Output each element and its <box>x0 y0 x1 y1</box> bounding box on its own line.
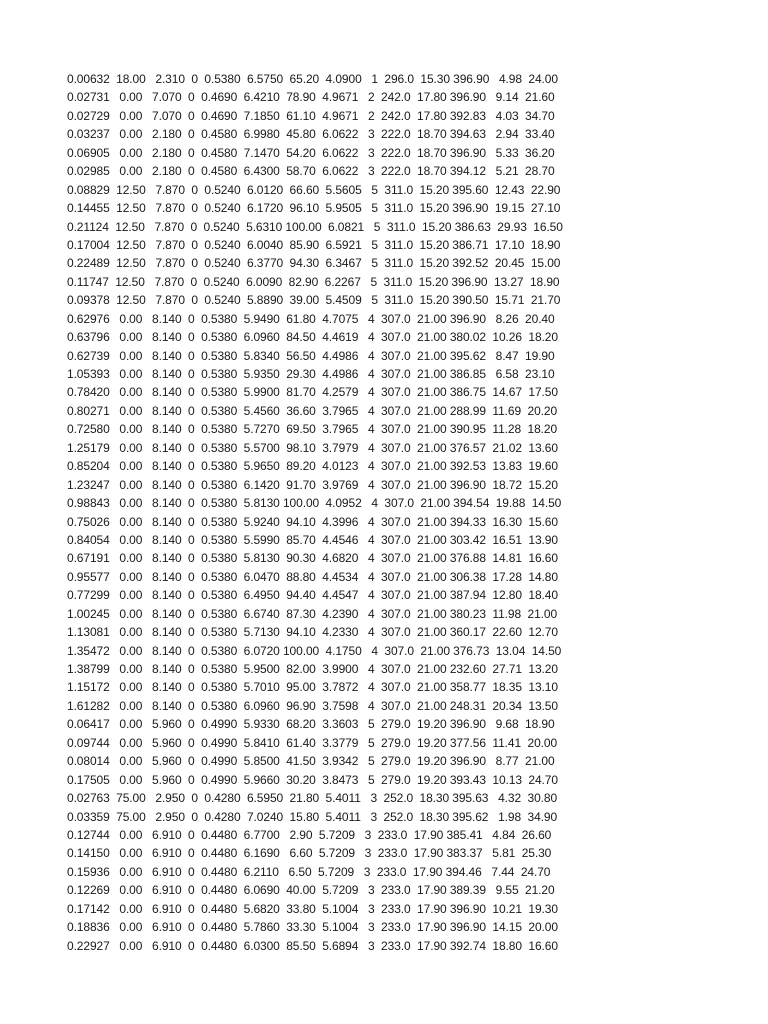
data-row: 1.25179 0.00 8.140 0 0.5380 5.5700 98.10 3.7979 4 307.0 21.00 376.57 21.02 13.60 <box>67 440 558 455</box>
data-row: 0.02985 0.00 2.180 0 0.4580 6.4300 58.70 6.0622 3 222.0 18.70 394.12 5.21 28.70 <box>67 164 555 179</box>
data-row: 0.02729 0.00 7.070 0 0.4690 7.1850 61.10 4.9671 2 242.0 17.80 392.83 4.03 34.70 <box>67 108 555 123</box>
data-row: 0.62739 0.00 8.140 0 0.5380 5.8340 56.50 4.4986 4 307.0 21.00 395.62 8.47 19.90 <box>67 348 555 363</box>
data-row: 0.03359 75.00 2.950 0 0.4280 7.0240 15.80 5.4011 3 252.0 18.30 395.62 1.98 34.90 <box>67 809 558 824</box>
data-row: 1.35472 0.00 8.140 0 0.5380 6.0720 100.00 4.1750 4 307.0 21.00 376.73 13.04 14.50 <box>67 643 562 658</box>
data-row: 0.17142 0.00 6.910 0 0.4480 5.6820 33.80 5.1004 3 233.0 17.90 396.90 10.21 19.30 <box>67 901 558 916</box>
data-row: 0.12744 0.00 6.910 0 0.4480 6.7700 2.90 5.7209 3 233.0 17.90 385.41 4.84 26.60 <box>67 827 552 842</box>
data-row: 0.08014 0.00 5.960 0 0.4990 5.8500 41.50 3.9342 5 279.0 19.20 396.90 8.77 21.00 <box>67 754 555 769</box>
data-row: 0.95577 0.00 8.140 0 0.5380 6.0470 88.80 4.4534 4 307.0 21.00 306.38 17.28 14.80 <box>67 569 558 584</box>
data-row: 0.17505 0.00 5.960 0 0.4990 5.9660 30.20 3.8473 5 279.0 19.20 393.43 10.13 24.70 <box>67 772 558 787</box>
data-row: 0.02731 0.00 7.070 0 0.4690 6.4210 78.90 4.9671 2 242.0 17.80 396.90 9.14 21.60 <box>67 90 555 105</box>
data-row: 0.00632 18.00 2.310 0 0.5380 6.5750 65.20 4.0900 1 296.0 15.30 396.90 4.98 24.00 <box>67 72 558 86</box>
data-row: 0.06417 0.00 5.960 0 0.4990 5.9330 68.20 3.3603 5 279.0 19.20 396.90 9.68 18.90 <box>67 717 555 732</box>
data-row: 0.77299 0.00 8.140 0 0.5380 6.4950 94.40 4.4547 4 307.0 21.00 387.94 12.80 18.40 <box>67 588 558 603</box>
data-row: 0.85204 0.00 8.140 0 0.5380 5.9650 89.20 4.0123 4 307.0 21.00 392.53 13.83 19.60 <box>67 459 558 474</box>
data-row: 0.17004 12.50 7.870 0 0.5240 6.0040 85.90 6.5921 5 311.0 15.20 386.71 17.10 18.90 <box>67 237 561 252</box>
data-row: 1.23247 0.00 8.140 0 0.5380 6.1420 91.70 3.9769 4 307.0 21.00 396.90 18.72 15.20 <box>67 477 558 492</box>
data-row: 1.05393 0.00 8.140 0 0.5380 5.9350 29.30 4.4986 4 307.0 21.00 386.85 6.58 23.10 <box>67 367 555 381</box>
data-row: 0.14150 0.00 6.910 0 0.4480 6.1690 6.60 5.7209 3 233.0 17.90 383.37 5.81 25.30 <box>67 846 552 861</box>
data-row: 0.62976 0.00 8.140 0 0.5380 5.9490 61.80 4.7075 4 307.0 21.00 396.90 8.26 20.40 <box>67 311 555 326</box>
data-row: 0.02763 75.00 2.950 0 0.4280 6.5950 21.80 5.4011 3 252.0 18.30 395.63 4.32 30.80 <box>67 791 558 806</box>
data-row: 0.14455 12.50 7.870 0 0.5240 6.1720 96.10 5.9505 5 311.0 15.20 396.90 19.15 27.10 <box>67 201 561 216</box>
data-row: 0.63796 0.00 8.140 0 0.5380 6.0960 84.50 4.4619 4 307.0 21.00 380.02 10.26 18.20 <box>67 330 558 345</box>
data-row: 0.80271 0.00 8.140 0 0.5380 5.4560 36.60 3.7965 4 307.0 21.00 288.99 11.69 20.20 <box>67 403 558 418</box>
data-row: 0.72580 0.00 8.140 0 0.5380 5.7270 69.50 3.7965 4 307.0 21.00 390.95 11.28 18.20 <box>67 422 558 437</box>
data-table-text <box>67 70 747 955</box>
data-row: 1.15172 0.00 8.140 0 0.5380 5.7010 95.00 3.7872 4 307.0 21.00 358.77 18.35 13.10 <box>67 680 558 695</box>
data-row: 0.22489 12.50 7.870 0 0.5240 6.3770 94.30 6.3467 5 311.0 15.20 392.52 20.45 15.00 <box>67 256 561 271</box>
data-row: 0.98843 0.00 8.140 0 0.5380 5.8130 100.00 4.0952 4 307.0 21.00 394.54 19.88 14.50 <box>67 496 562 511</box>
data-row: 0.15936 0.00 6.910 0 0.4480 6.2110 6.50 5.7209 3 233.0 17.90 394.46 7.44 24.70 <box>67 864 551 879</box>
data-row: 1.38799 0.00 8.140 0 0.5380 5.9500 82.00 3.9900 4 307.0 21.00 232.60 27.71 13.20 <box>67 662 558 676</box>
data-row: 1.00245 0.00 8.140 0 0.5380 6.6740 87.30 4.2390 4 307.0 21.00 380.23 11.98 21.00 <box>67 606 558 621</box>
data-row: 0.75026 0.00 8.140 0 0.5380 5.9240 94.10 4.3996 4 307.0 21.00 394.33 16.30 15.60 <box>67 514 558 529</box>
data-row: 0.21124 12.50 7.870 0 0.5240 5.6310 100.00 6.0821 5 311.0 15.20 386.63 29.93 16.50 <box>67 219 563 234</box>
data-row: 0.09378 12.50 7.870 0 0.5240 5.8890 39.00 5.4509 5 311.0 15.20 390.50 15.71 21.70 <box>67 293 561 308</box>
data-row: 0.08829 12.50 7.870 0 0.5240 6.0120 66.60 5.5605 5 311.0 15.20 395.60 12.43 22.90 <box>67 182 561 197</box>
data-row: 0.78420 0.00 8.140 0 0.5380 5.9900 81.70 4.2579 4 307.0 21.00 386.75 14.67 17.50 <box>67 385 558 400</box>
data-row: 1.13081 0.00 8.140 0 0.5380 5.7130 94.10 4.2330 4 307.0 21.00 360.17 22.60 12.70 <box>67 625 558 640</box>
data-row: 0.03237 0.00 2.180 0 0.4580 6.9980 45.80 6.0622 3 222.0 18.70 394.63 2.94 33.40 <box>67 127 555 142</box>
data-row: 0.67191 0.00 8.140 0 0.5380 5.8130 90.30 4.6820 4 307.0 21.00 376.88 14.81 16.60 <box>67 551 558 566</box>
data-row: 0.11747 12.50 7.870 0 0.5240 6.0090 82.90 6.2267 5 311.0 15.20 396.90 13.27 18.90 <box>67 274 560 289</box>
data-row: 0.09744 0.00 5.960 0 0.4990 5.8410 61.40 3.3779 5 279.0 19.20 377.56 11.41 20.00 <box>67 735 558 750</box>
data-row: 1.61282 0.00 8.140 0 0.5380 6.0960 96.90 3.7598 4 307.0 21.00 248.31 20.34 13.50 <box>67 698 558 713</box>
data-row: 0.18836 0.00 6.910 0 0.4480 5.7860 33.30 5.1004 3 233.0 17.90 396.90 14.15 20.00 <box>67 920 558 935</box>
data-row: 0.12269 0.00 6.910 0 0.4480 6.0690 40.00 5.7209 3 233.0 17.90 389.39 9.55 21.20 <box>67 883 555 898</box>
data-row: 0.22927 0.00 6.910 0 0.4480 6.0300 85.50 5.6894 3 233.0 17.90 392.74 18.80 16.60 <box>67 938 558 953</box>
data-row: 0.06905 0.00 2.180 0 0.4580 7.1470 54.20 6.0622 3 222.0 18.70 396.90 5.33 36.20 <box>67 145 555 160</box>
data-row: 0.84054 0.00 8.140 0 0.5380 5.5990 85.70 4.4546 4 307.0 21.00 303.42 16.51 13.90 <box>67 532 558 547</box>
